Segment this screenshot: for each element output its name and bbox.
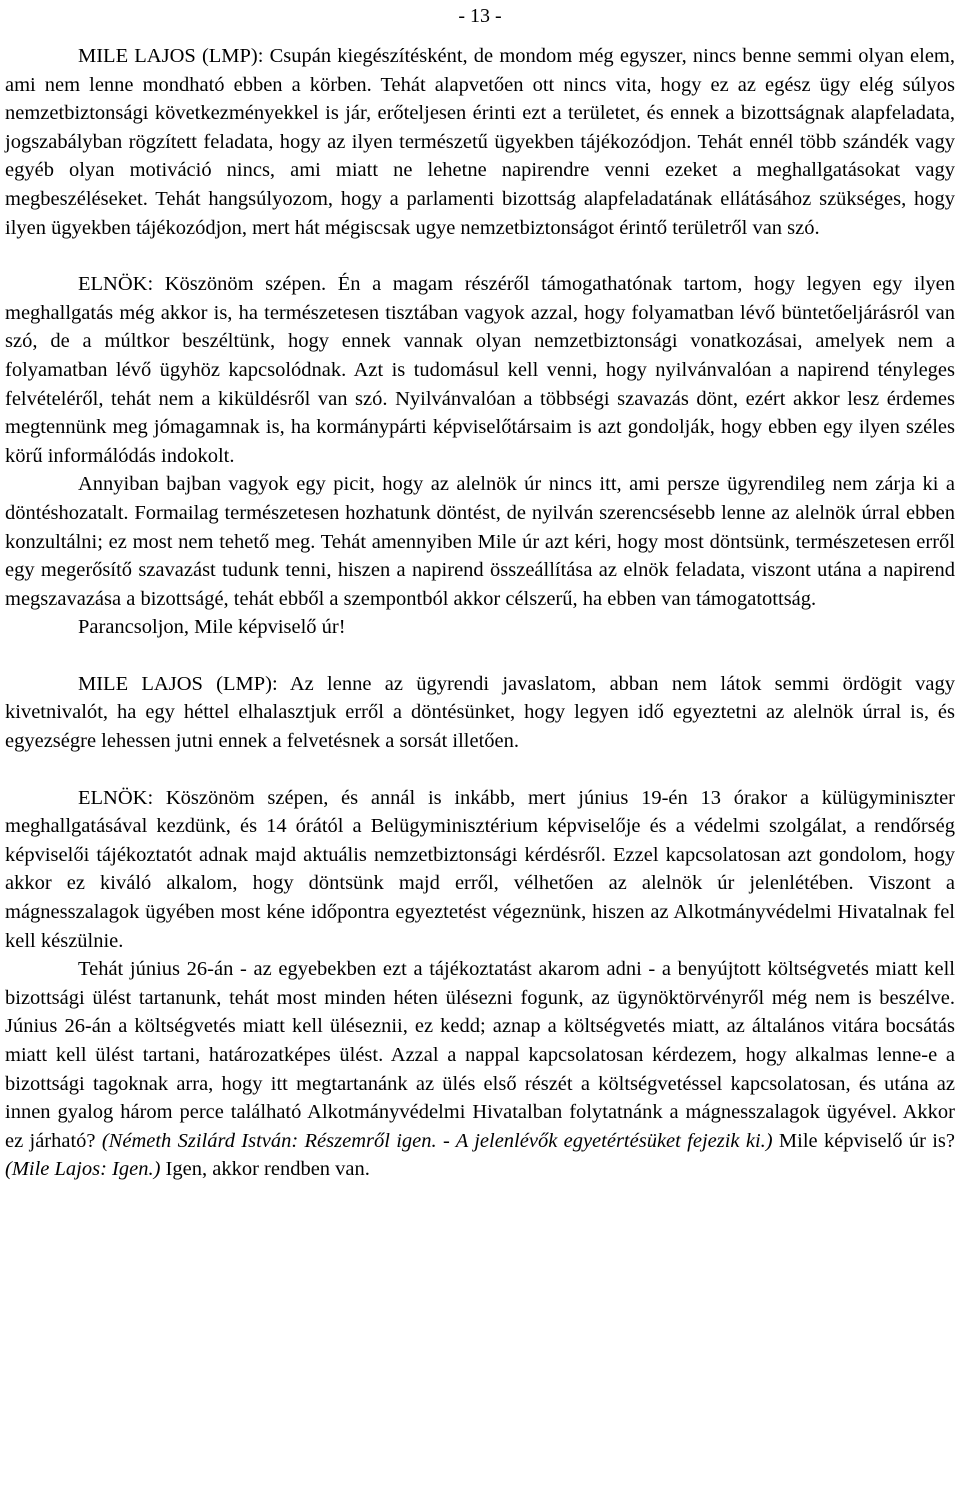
paragraph-elnok-5 [5, 955, 955, 1184]
stage-direction: (Németh Szilárd István: Részemről igen. - A jelenlévők egyetértésüket fejezik ki.) [101, 1129, 773, 1152]
paragraph-elnok-1 [5, 270, 955, 470]
paragraph-text: Annyiban bajban vagyok egy picit, hogy az alelnök úr nincs itt, ami persze ügyrendileg nem zárja ki a döntéshozatalt. Formailag természetesen hozhatunk döntést, de nyilván szerencsésebb lenne az alelnök úrral ebben konzultálni; ez most nem tehető meg. Tehát amennyiben Mile úr azt kéri, hogy most döntsünk, természetesen erről egy megerősítő szavazást tudunk tenni, hiszen a napirend összeállítása az elnök feladata, viszont utána a napirend megszavazása a bizottságé, tehát ebből a szempontból akkor célszerű, ha ebben van támogatottság. [5, 473, 955, 610]
paragraph-text: Parancsoljon, Mile képviselő úr! [78, 616, 346, 639]
paragraph-mile-1 [5, 42, 955, 242]
stage-direction: (Mile Lajos: Igen.) [5, 1158, 161, 1181]
document-body [5, 42, 955, 1184]
paragraph-text: Igen, akkor rendben van. [160, 1158, 370, 1181]
paragraph-text: MILE LAJOS (LMP): Csupán kiegészítésként, de mondom még egyszer, nincs benne semmi olyan elem, ami nem lenne mondható ebben a körben. Tehát alapvetően ott nincs vita, hogy ez az egész ügy elég súlyos nemzetbiztonsági következményekkel is jár, erőteljesen érinti ezt a területet, és ennek a bizottságnak alapfeladata, jogszabályban rögzített feladata, hogy az ilyen természetű ügyekben tájékozódjon. Tehát ennél több szándék vagy egyéb olyan motiváció nincs, ami miatt ne lehetne napirendre venni ezeket a meghallgatásokat vagy megbeszéléseket. Tehát hangsúlyozom, hogy a parlamenti bizottság alapfeladatának ellátásához szükséges, hogy ilyen ügyekben tájékozódjon, mert hát mégiscsak ugye nemzetbiztonságot érintő területről van szó. [5, 45, 955, 239]
paragraph-text: Mile képviselő úr is? [772, 1129, 955, 1152]
paragraph-elnok-4 [5, 784, 955, 956]
paragraph-elnok-3 [5, 613, 955, 642]
paragraph-mile-2 [5, 670, 955, 756]
paragraph-text: ELNÖK: Köszönöm szépen, és annál is inkább, mert június 19-én 13 órakor a külügyminiszter meghallgatásával kezdünk, és 14 órától a Belügyminisztérium képviselője és a védelmi szolgálat, a rendőrség képviselői tájékoztatót adnak majd aktuális nemzetbiztonsági kérdésről. Ezzel kapcsolatosan azt gondolom, hogy akkor ez kiváló alkalom, hogy döntsünk majd erről, vélhetően az alelnök úr jelenlétében. Viszont a mágnesszalagok ügyében most kéne időpontra egyeztetést végeznünk, hiszen az Alkotmányvédelmi Hivatalnak fel kell készülnie. [5, 786, 955, 952]
paragraph-text: Tehát június 26-án - az egyebekben ezt a tájékoztatást akarom adni - a benyújtott költségvetés miatt kell bizottsági ülést tartanunk, tehát most minden héten ülésezni fogunk, az ügynöktörvényről még nem is beszélve. Június 26-án a költségvetés miatt kell üléseznii, ez kedd; aznap a költségvetés miatt, az általános vitára bocsátás miatt kell ülést tartani, határozatképes ülést. Azzal a nappal kapcsolatosan kérdezem, hogy alkalmas lenne-e a bizottsági tagoknak arra, hogy itt megtartanánk az ülés első részét a költségvetéssel kapcsolatosan, és utána az innen gyalog három perce található Alkotmányvédelmi Hivatalban folytatnánk a mágnesszalagok ügyével. Akkor ez járható? [5, 958, 955, 1152]
paragraph-elnok-2 [5, 470, 955, 613]
paragraph-text: ELNÖK: Köszönöm szépen. Én a magam részéről támogathatónak tartom, hogy legyen egy ilyen meghallgatás még akkor is, ha természetesen tisztában vagyok azzal, hogy folyamatban lévő büntetőeljárásról van szó, de a múltkor beszéltünk, hogy ennek vannak olyan nemzetbiztonsági vonatkozásai, amelyek nem a folyamatban lévő ügyhöz kapcsolódnak. Azt is tudomásul kell venni, hogy nyilvánvalóan a napirend tényleges felvételéről, tehát nem a kiküldésről van szó. Nyilvánvalóan a többségi szavazás dönt, ezért akkor lesz érdemes megtennünk meg jómagamnak is, ha kormánypárti képviselőtársaim is azt gondolják, hogy ebben egy ilyen széles körű informálódás indokolt. [5, 273, 955, 467]
paragraph-text: MILE LAJOS (LMP): Az lenne az ügyrendi javaslatom, abban nem látok semmi ördögit vagy kivetnivalót, ha egy héttel elhalasztjuk erről a döntésünket, hogy legyen idő egyeztetni az alelnök úrral is, és egyezségre lehessen jutni ennek a felvetésnek a sorsát illetően. [5, 672, 955, 753]
page-number: - 13 - [458, 5, 502, 27]
